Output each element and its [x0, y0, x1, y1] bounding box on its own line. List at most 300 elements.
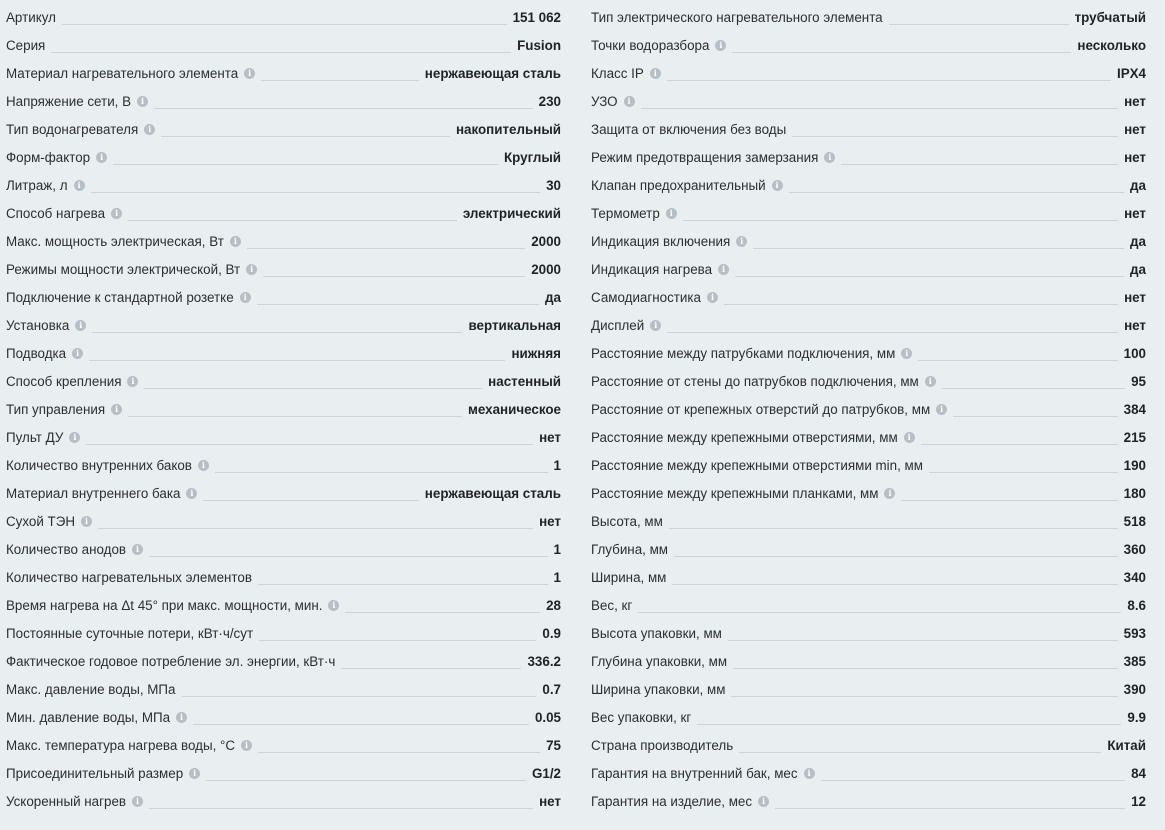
leader-line — [51, 52, 511, 53]
leader-line — [732, 52, 1071, 53]
spec-row — [6, 787, 561, 815]
leader-line — [889, 24, 1069, 25]
spec-label-text: Самодиагностика — [591, 289, 702, 305]
spec-label-text: Установка — [6, 317, 70, 333]
spec-label-text: Расстояние между крепежными отверстиями min, мм — [591, 457, 923, 473]
leader-line — [215, 472, 548, 473]
spec-row — [6, 339, 561, 367]
spec-label — [6, 570, 252, 585]
spec-row — [6, 171, 561, 199]
leader-line — [91, 192, 541, 193]
spec-row — [6, 115, 561, 143]
spec-value: 180 — [1123, 485, 1146, 501]
spec-label-text: Постоянные суточные потери, кВт·ч/сут — [6, 625, 254, 641]
spec-label — [6, 262, 257, 277]
spec-row — [6, 731, 561, 759]
spec-row — [591, 171, 1146, 199]
spec-label-text: Макс. температура нагрева воды, °С — [6, 737, 236, 753]
spec-label-text: Количество внутренних баков — [6, 457, 192, 473]
spec-label — [6, 94, 148, 109]
spec-label — [6, 514, 92, 529]
spec-row — [6, 507, 561, 535]
spec-row — [591, 339, 1146, 367]
info-icon[interactable]: i — [328, 600, 339, 611]
specs-column-left — [6, 3, 561, 830]
info-icon[interactable]: i — [69, 432, 80, 443]
leader-line — [62, 24, 507, 25]
spec-row — [6, 535, 561, 563]
leader-line — [149, 808, 533, 809]
spec-label-text: Глубина, мм — [591, 541, 669, 557]
spec-label — [6, 430, 80, 445]
spec-value: 390 — [1123, 681, 1146, 697]
leader-line — [697, 724, 1121, 725]
spec-label-text: Время нагрева на Δt 45° при макс. мощности, мин. — [6, 597, 323, 613]
leader-line — [667, 332, 1118, 333]
leader-line — [182, 696, 537, 697]
spec-row — [6, 703, 561, 731]
spec-row — [6, 283, 561, 311]
info-icon[interactable]: i — [240, 292, 251, 303]
spec-label — [591, 10, 883, 25]
spec-row — [591, 143, 1146, 171]
spec-value: G1/2 — [531, 765, 561, 781]
leader-line — [154, 108, 533, 109]
spec-label-text: Высота, мм — [591, 513, 663, 529]
spec-label — [6, 402, 122, 417]
spec-label-text: Защита от включения без воды — [591, 121, 787, 137]
spec-value: нижняя — [511, 345, 561, 361]
spec-label-text: Вес упаковки, кг — [591, 709, 692, 725]
spec-value: 385 — [1123, 653, 1146, 669]
info-icon[interactable]: i — [198, 460, 209, 471]
spec-label — [6, 66, 255, 81]
spec-label — [591, 290, 718, 305]
info-icon[interactable]: i — [244, 68, 255, 79]
spec-value: 1 — [553, 457, 561, 473]
info-icon[interactable]: i — [736, 236, 747, 247]
leader-line — [669, 528, 1118, 529]
spec-value: да — [545, 289, 561, 305]
info-icon[interactable]: i — [127, 376, 138, 387]
spec-label — [591, 234, 747, 249]
spec-label-text: УЗО — [591, 93, 618, 109]
spec-row — [591, 535, 1146, 563]
spec-label — [591, 66, 661, 81]
spec-label-text: Индикация нагрева — [591, 261, 713, 277]
leader-line — [792, 136, 1118, 137]
spec-label — [6, 346, 83, 361]
spec-row — [591, 31, 1146, 59]
info-icon[interactable]: i — [884, 488, 895, 499]
spec-label-text: Расстояние между патрубками подключения, мм — [591, 345, 896, 361]
spec-label — [6, 738, 252, 753]
spec-value: 9.9 — [1127, 709, 1146, 725]
spec-row — [591, 311, 1146, 339]
spec-label — [6, 710, 187, 725]
spec-label — [591, 94, 635, 109]
spec-value: да — [1130, 261, 1146, 277]
spec-value: 12 — [1131, 793, 1146, 809]
spec-row — [6, 591, 561, 619]
info-icon[interactable]: i — [666, 208, 677, 219]
spec-label-text: Ширина, мм — [591, 569, 667, 585]
info-icon[interactable]: i — [132, 796, 143, 807]
spec-label-text: Глубина упаковки, мм — [591, 653, 728, 669]
info-icon[interactable]: i — [75, 320, 86, 331]
spec-label-text: Подключение к стандартной розетке — [6, 289, 234, 305]
info-icon[interactable]: i — [650, 320, 661, 331]
info-icon[interactable]: i — [936, 404, 947, 415]
spec-row — [591, 731, 1146, 759]
spec-row — [591, 619, 1146, 647]
info-icon[interactable]: i — [144, 124, 155, 135]
info-icon[interactable]: i — [230, 236, 241, 247]
info-icon[interactable]: i — [241, 740, 252, 751]
info-icon[interactable]: i — [707, 292, 718, 303]
spec-label — [591, 654, 727, 669]
leader-line — [263, 276, 525, 277]
spec-label-text: Индикация включения — [591, 233, 731, 249]
info-icon[interactable]: i — [176, 712, 187, 723]
spec-row — [6, 759, 561, 787]
leader-line — [86, 444, 533, 445]
spec-row — [591, 479, 1146, 507]
info-icon[interactable]: i — [74, 180, 85, 191]
leader-line — [739, 752, 1101, 753]
leader-line — [258, 584, 548, 585]
spec-value: 2000 — [531, 261, 561, 277]
spec-row — [591, 283, 1146, 311]
spec-label — [591, 206, 677, 221]
info-icon[interactable]: i — [72, 348, 83, 359]
spec-label-text: Тип водонагревателя — [6, 121, 139, 137]
spec-label — [591, 570, 666, 585]
spec-label-text: Способ нагрева — [6, 205, 106, 221]
spec-label-text: Высота упаковки, мм — [591, 625, 722, 641]
spec-label-text: Вес, кг — [591, 597, 633, 613]
leader-line — [341, 668, 521, 669]
leader-line — [113, 164, 498, 165]
spec-row — [591, 507, 1146, 535]
spec-value: нержавеющая сталь — [424, 485, 561, 501]
leader-line — [731, 696, 1117, 697]
spec-value: несколько — [1077, 37, 1146, 53]
spec-value: 151 062 — [512, 9, 561, 25]
spec-row — [6, 311, 561, 339]
info-icon[interactable]: i — [111, 208, 122, 219]
leader-line — [728, 640, 1118, 641]
spec-row — [591, 255, 1146, 283]
spec-label-text: Сухой ТЭН — [6, 513, 76, 529]
leader-line — [674, 556, 1118, 557]
spec-label — [591, 262, 729, 277]
spec-row — [6, 395, 561, 423]
spec-label — [6, 122, 155, 137]
spec-row — [6, 227, 561, 255]
info-icon[interactable]: i — [904, 432, 915, 443]
info-icon[interactable]: i — [96, 152, 107, 163]
spec-row — [591, 675, 1146, 703]
spec-value: 518 — [1123, 513, 1146, 529]
spec-row — [591, 199, 1146, 227]
spec-row — [6, 647, 561, 675]
info-icon[interactable]: i — [824, 152, 835, 163]
spec-label-text: Расстояние между крепежными планками, мм — [591, 485, 879, 501]
spec-label — [6, 234, 241, 249]
leader-line — [753, 248, 1124, 249]
spec-label-text: Фактическое годовое потребление эл. энергии, кВт·ч — [6, 653, 336, 669]
spec-label — [6, 654, 335, 669]
spec-row — [591, 451, 1146, 479]
spec-label-text: Мин. давление воды, МПа — [6, 709, 171, 725]
spec-label — [6, 318, 86, 333]
spec-label — [591, 402, 947, 417]
spec-value: 0.7 — [542, 681, 561, 697]
spec-label-text: Напряжение сети, В — [6, 93, 132, 109]
spec-row — [591, 115, 1146, 143]
spec-value: 336.2 — [527, 653, 561, 669]
spec-label — [6, 10, 56, 25]
info-icon[interactable]: i — [758, 796, 769, 807]
spec-label — [591, 598, 632, 613]
spec-value: 95 — [1131, 373, 1146, 389]
leader-line — [261, 80, 419, 81]
leader-line — [667, 80, 1111, 81]
spec-label-text: Тип управления — [6, 401, 106, 417]
leader-line — [724, 304, 1118, 305]
info-icon[interactable]: i — [189, 768, 200, 779]
spec-value: нет — [539, 793, 561, 809]
spec-value: да — [1130, 233, 1146, 249]
leader-line — [775, 808, 1125, 809]
leader-line — [953, 416, 1118, 417]
spec-label-text: Термометр — [591, 205, 660, 221]
leader-line — [258, 752, 540, 753]
spec-row — [591, 787, 1146, 815]
spec-row — [6, 619, 561, 647]
spec-row — [6, 31, 561, 59]
spec-label-text: Гарантия на внутренний бак, мес — [591, 765, 798, 781]
spec-label-text: Ширина упаковки, мм — [591, 681, 726, 697]
spec-label — [591, 486, 895, 501]
leader-line — [345, 612, 540, 613]
leader-line — [128, 416, 462, 417]
spec-label — [591, 430, 915, 445]
leader-line — [259, 640, 536, 641]
info-icon[interactable]: i — [624, 96, 635, 107]
spec-label — [591, 682, 725, 697]
spec-label-text: Режим предотвращения замерзания — [591, 149, 819, 165]
leader-line — [89, 360, 505, 361]
spec-label-text: Макс. мощность электрическая, Вт — [6, 233, 224, 249]
leader-line — [942, 388, 1125, 389]
leader-line — [929, 472, 1118, 473]
leader-line — [206, 780, 526, 781]
spec-value: Китай — [1107, 737, 1146, 753]
spec-value: накопительный — [455, 121, 561, 137]
spec-label-text: Режимы мощности электрической, Вт — [6, 261, 241, 277]
spec-label — [6, 206, 122, 221]
spec-value: 75 — [546, 737, 561, 753]
spec-label-text: Количество нагревательных элементов — [6, 569, 252, 585]
spec-label — [6, 290, 251, 305]
specs-column-right — [591, 3, 1146, 830]
info-icon[interactable]: i — [925, 376, 936, 387]
info-icon[interactable]: i — [804, 768, 815, 779]
spec-row — [6, 199, 561, 227]
spec-value: 1 — [553, 541, 561, 557]
leader-line — [821, 780, 1126, 781]
leader-line — [733, 668, 1118, 669]
spec-label-text: Материал нагревательного элемента — [6, 65, 239, 81]
spec-label — [591, 794, 769, 809]
info-icon[interactable]: i — [81, 516, 92, 527]
spec-label-text: Подводка — [6, 345, 67, 361]
spec-label — [6, 766, 200, 781]
spec-row — [6, 675, 561, 703]
spec-value: 0.9 — [542, 625, 561, 641]
leader-line — [128, 220, 457, 221]
leader-line — [161, 136, 450, 137]
spec-value: нет — [1124, 317, 1146, 333]
spec-label-text: Количество анодов — [6, 541, 126, 557]
spec-row — [6, 479, 561, 507]
spec-label-text: Ускоренный нагрев — [6, 793, 127, 809]
spec-label — [591, 766, 815, 781]
spec-value: нет — [1124, 93, 1146, 109]
spec-label — [6, 150, 107, 165]
spec-label — [591, 318, 661, 333]
leader-line — [247, 248, 525, 249]
leader-line — [641, 108, 1119, 109]
spec-value: 8.6 — [1127, 597, 1146, 613]
spec-value: 215 — [1123, 429, 1146, 445]
info-icon[interactable]: i — [186, 488, 197, 499]
spec-row — [591, 227, 1146, 255]
spec-value: электрический — [462, 205, 561, 221]
spec-value: 593 — [1123, 625, 1146, 641]
spec-label-text: Точки водоразбора — [591, 37, 710, 53]
spec-label — [6, 458, 209, 473]
spec-value: 384 — [1123, 401, 1146, 417]
leader-line — [257, 304, 539, 305]
spec-label — [591, 122, 786, 137]
spec-row — [591, 395, 1146, 423]
spec-value: 190 — [1123, 457, 1146, 473]
spec-label-text: Расстояние от крепежных отверстий до патрубков, мм — [591, 401, 931, 417]
spec-label-text: Пульт ДУ — [6, 429, 64, 445]
spec-row — [6, 3, 561, 31]
spec-value: механическое — [467, 401, 561, 417]
spec-value: 230 — [538, 93, 561, 109]
spec-label-text: Форм-фактор — [6, 149, 91, 165]
info-icon[interactable]: i — [718, 264, 729, 275]
spec-label — [591, 514, 663, 529]
spec-label-text: Макс. давление воды, МПа — [6, 681, 176, 697]
spec-value: нет — [1124, 289, 1146, 305]
spec-row — [591, 563, 1146, 591]
spec-value: вертикальная — [468, 317, 561, 333]
spec-label-text: Артикул — [6, 9, 56, 25]
leader-line — [144, 388, 482, 389]
info-icon[interactable]: i — [772, 180, 783, 191]
leader-line — [672, 584, 1117, 585]
leader-line — [193, 724, 529, 725]
spec-row — [591, 703, 1146, 731]
spec-value: 340 — [1123, 569, 1146, 585]
leader-line — [901, 500, 1117, 501]
spec-row — [6, 255, 561, 283]
spec-label-text: Класс IP — [591, 65, 644, 81]
spec-value: 360 — [1123, 541, 1146, 557]
spec-label-text: Серия — [6, 37, 46, 53]
spec-value: Круглый — [503, 149, 561, 165]
spec-value: 84 — [1131, 765, 1146, 781]
spec-value: 2000 — [531, 233, 561, 249]
spec-label — [6, 542, 143, 557]
spec-label-text: Присоединительный размер — [6, 765, 184, 781]
spec-row — [591, 367, 1146, 395]
spec-value: Fusion — [517, 37, 561, 53]
leader-line — [789, 192, 1124, 193]
spec-row — [591, 423, 1146, 451]
spec-label — [6, 486, 197, 501]
spec-label — [6, 598, 339, 613]
spec-row — [6, 423, 561, 451]
spec-label — [591, 626, 722, 641]
info-icon[interactable]: i — [901, 348, 912, 359]
spec-label-text: Литраж, л — [6, 177, 68, 193]
info-icon[interactable]: i — [650, 68, 661, 79]
spec-value: нет — [1124, 205, 1146, 221]
spec-row — [591, 647, 1146, 675]
leader-line — [638, 612, 1121, 613]
spec-label-text: Гарантия на изделие, мес — [591, 793, 753, 809]
spec-label — [591, 458, 923, 473]
spec-label — [591, 374, 936, 389]
info-icon[interactable]: i — [715, 40, 726, 51]
spec-value: 30 — [546, 177, 561, 193]
spec-value: 1 — [553, 569, 561, 585]
spec-label — [6, 626, 253, 641]
spec-value: трубчатый — [1074, 9, 1146, 25]
spec-label-text: Расстояние между крепежными отверстиями, мм — [591, 429, 898, 445]
spec-value: 28 — [546, 597, 561, 613]
spec-value: да — [1130, 177, 1146, 193]
spec-label — [591, 150, 835, 165]
leader-line — [683, 220, 1118, 221]
spec-label — [591, 542, 668, 557]
info-icon[interactable]: i — [132, 544, 143, 555]
spec-row — [591, 3, 1146, 31]
spec-value: нет — [1124, 149, 1146, 165]
spec-label — [6, 682, 176, 697]
info-icon[interactable]: i — [137, 96, 148, 107]
spec-label-text: Тип электрического нагревательного элемента — [591, 9, 883, 25]
info-icon[interactable]: i — [111, 404, 122, 415]
leader-line — [841, 164, 1118, 165]
spec-label-text: Клапан предохранительный — [591, 177, 766, 193]
spec-row — [6, 451, 561, 479]
spec-label — [6, 178, 85, 193]
spec-row — [591, 759, 1146, 787]
spec-row — [6, 367, 561, 395]
spec-label — [591, 346, 912, 361]
leader-line — [149, 556, 548, 557]
spec-value: 0.05 — [534, 709, 561, 725]
info-icon[interactable]: i — [246, 264, 257, 275]
